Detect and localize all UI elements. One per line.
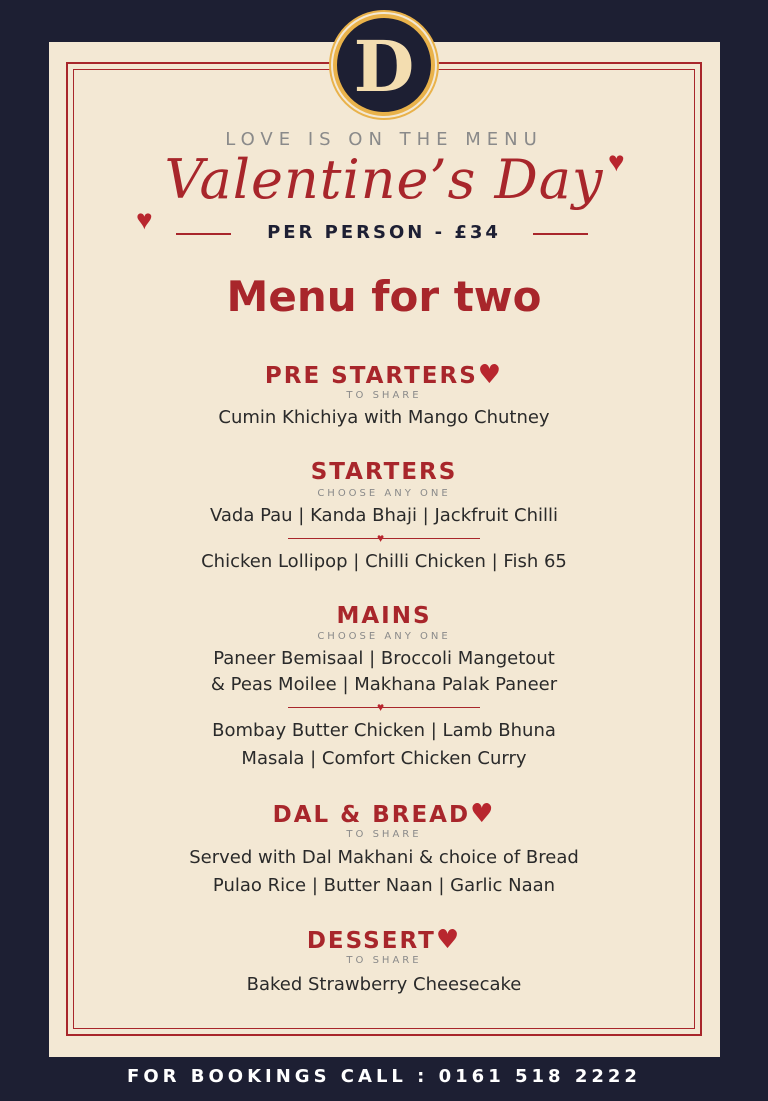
price-per-person: PER PERSON - £34 (267, 222, 501, 243)
heart-icon: ♥ (435, 925, 462, 955)
section-subtitle: CHOOSE ANY ONE (317, 631, 451, 642)
menu-line: & Peas Moilee | Makhana Palak Paneer (210, 674, 558, 695)
section-title-dal-bread (0, 801, 768, 828)
menu-line: Pulao Rice | Butter Naan | Garlic Naan (212, 875, 556, 896)
divider-line-right (533, 233, 588, 235)
menu-heading: Menu for two (226, 272, 542, 321)
section-title-mains: MAINS (336, 603, 432, 629)
logo-d-icon (333, 14, 435, 116)
booking-phone: FOR BOOKINGS CALL : 0161 518 2222 (127, 1066, 641, 1087)
menu-line: Paneer Bemisaal | Broccoli Mangetout (213, 648, 555, 669)
heart-icon: ♥ (377, 531, 385, 545)
menu-line: Served with Dal Makhani & choice of Bread (189, 847, 579, 868)
menu-line: Masala | Comfort Chicken Curry (241, 748, 527, 769)
heart-icon: ♥ (608, 146, 625, 177)
section-title-text: DESSERT (306, 928, 436, 954)
section-title-starters: STARTERS (310, 459, 458, 485)
heart-icon: ♥ (477, 360, 504, 390)
section-title-dessert (0, 927, 768, 954)
section-title-text: PRE STARTERS (264, 363, 478, 389)
logo-letter: D (353, 25, 415, 108)
section-title-text: DAL & BREAD (272, 802, 471, 828)
menu-line: Vada Pau | Kanda Bhaji | Jackfruit Chilli (209, 505, 559, 526)
menu-line: Cumin Khichiya with Mango Chutney (218, 407, 550, 428)
heart-icon: ♥ (377, 700, 385, 714)
section-title-pre-starters (0, 362, 768, 389)
section-subtitle: CHOOSE ANY ONE (317, 488, 451, 499)
page-title: Valentine’s Day (164, 148, 604, 211)
menu-line: Bombay Butter Chicken | Lamb Bhuna (212, 720, 556, 741)
tagline: LOVE IS ON THE MENU (225, 129, 543, 150)
menu-line: Chicken Lollipop | Chilli Chicken | Fish 65 (201, 551, 567, 572)
heart-icon: ♥ (470, 799, 496, 829)
section-subtitle: TO SHARE (346, 829, 422, 840)
heart-icon: ♥ (136, 204, 153, 235)
section-subtitle: TO SHARE (346, 955, 422, 966)
menu-line: Baked Strawberry Cheesecake (246, 974, 522, 995)
section-subtitle: TO SHARE (346, 390, 422, 401)
